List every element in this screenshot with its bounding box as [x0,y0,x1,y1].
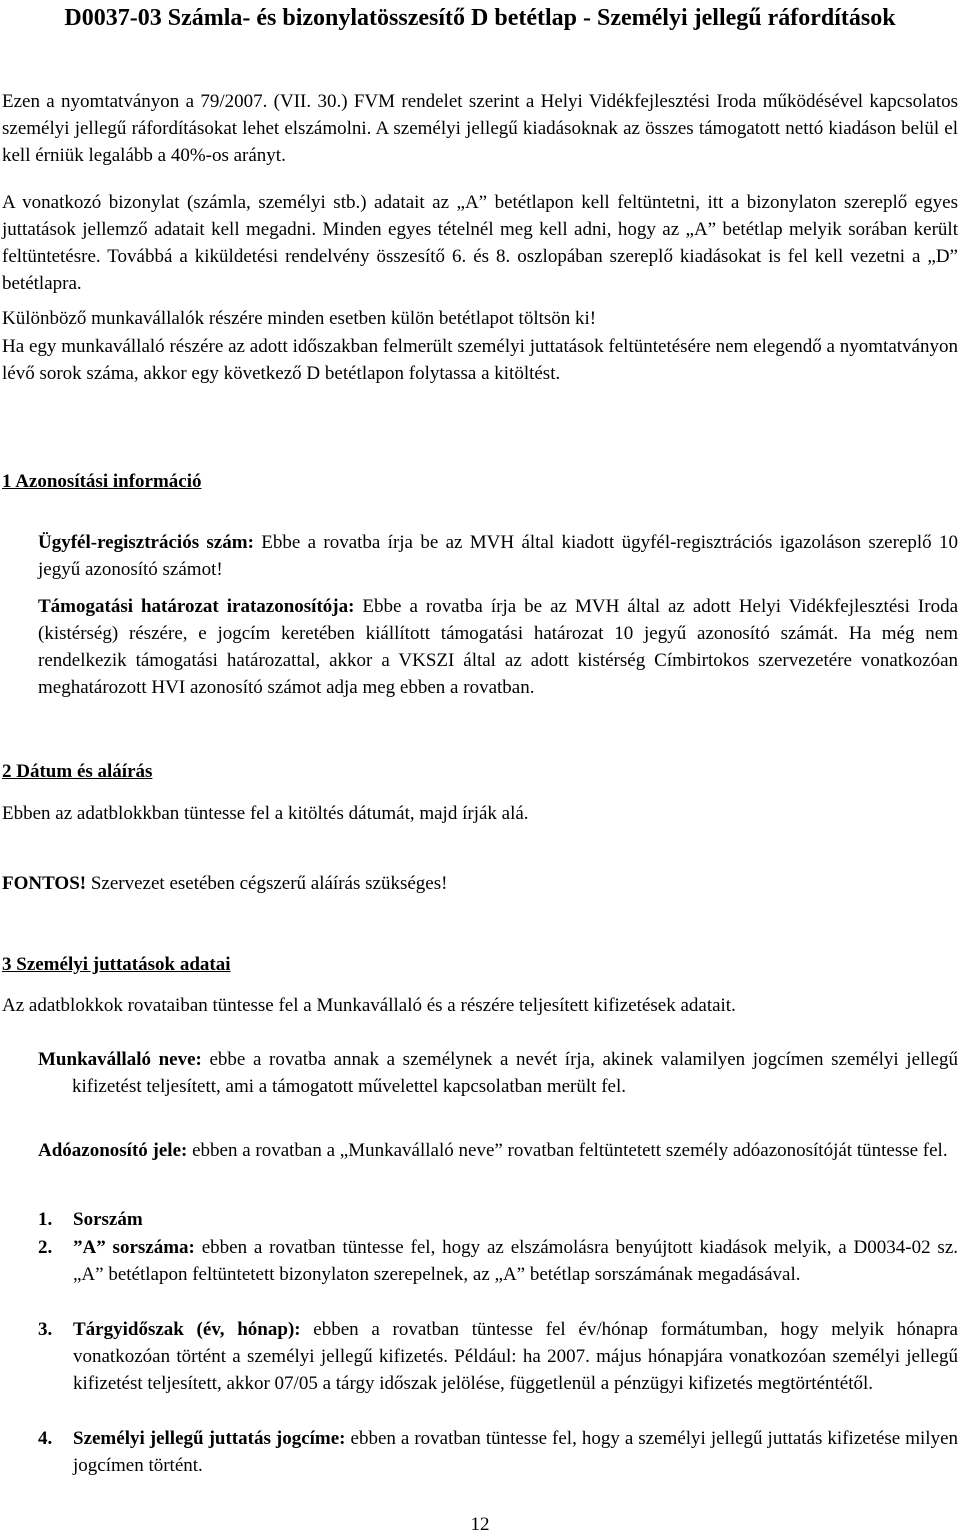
intro-paragraph-4: Ha egy munkavállaló részére az adott időszakban felmerült személyi juttatások feltüntetésére nem elegendő a nyomtatványon lévő sorok száma, akkor egy következő D betétlapon folytassa a kitöltést. [2,336,958,384]
list-item [38,1206,958,1233]
tax-id-term: Adóazonosító jele: [38,1140,188,1161]
intro-paragraph-2: A vonatkozó bizonylat (számla, személyi stb.) adatait az „A” betétlapon kell feltüntetni, itt a bizonylaton szereplő egyes juttatások jellemző adatait kell megadni. Minden egyes tételnél meg kell adni, hogy az „A” betétlap melyik sorában került feltüntetésre. Továbbá a kiküldetési rendelvény összesítő 6. és 8. oszlopában szereplő kiadásokat is fel kell vezetni a „D” betétlapra. [2,192,958,294]
grant-decision-text: Ebbe a rovatba írja be az MVH által az adott Helyi Vidékfejlesztési Iroda (kistérség) részére, e jogcím keretében kiállított támogatási határozat 10 jegyű azonosító számát. Ha még nem rendelkezik támogatási határozattal, akkor a VKSZI által az adott kistérség Címbirtokos szervezetére vonatkozóan meghatározott HVI azonosító számot adja meg ebben a rovatban. [38,596,959,698]
list-item-number: 4. [38,1428,53,1449]
fontos-text: Szervezet esetében cégszerű aláírás szükséges! [86,873,448,894]
intro-paragraph-1: Ezen a nyomtatványon a 79/2007. (VII. 30.) FVM rendelet szerint a Helyi Vidékfejlesztési Iroda működésével kapcsolatos személyi jellegű ráfordításokat lehet elszámolni. A személyi jellegű kiadásoknak az összes támogatott nettó kiadáson belül el kell érniük legalább a 40%-os arányt. [2,91,958,166]
section-2-text: Ebben az adatblokkban tüntesse fel a kitöltés dátumát, majd írják alá. [2,803,529,824]
client-registration-term: Ügyfél-regisztrációs szám: [38,532,254,553]
section-3-intro: Az adatblokkok rovataiban tüntesse fel a Munkavállaló és a részére teljesített kifizetések adatait. [2,995,736,1016]
list-item [38,1316,958,1397]
client-registration-text: Ebbe a rovatba írja be az MVH által kiadott ügyfél-regisztrációs igazoláson szereplő 10 jegyű azonosító számot! [38,532,958,580]
grant-decision-definition [20,593,958,701]
list-item [38,1425,958,1479]
grant-decision-term: Támogatási határozat iratazonosítója: [38,596,355,617]
tax-id-definition [2,1137,958,1164]
list-item-term: Sorszám [73,1209,143,1230]
section-3-heading [2,951,231,978]
client-registration-definition [20,529,958,583]
list-item-number: 3. [38,1319,53,1340]
list-item-number: 1. [38,1209,53,1230]
list-item-text: ebben a rovatban tüntesse fel, hogy az elszámolásra benyújtott kiadások melyik, a D0034-02 sz. „A” betétlapon feltüntetett bizonylaton szerepelnek, az „A” betétlap sorszámának megadásával. [73,1237,959,1285]
list-item [38,1234,958,1288]
list-item-text: ebben a rovatban tüntesse fel, hogy a személyi jellegű juttatás kifizetése milyen jogcímen történt. [73,1428,958,1476]
employee-name-term: Munkavállaló neve: [38,1049,202,1070]
tax-id-text: ebben a rovatban a „Munkavállaló neve” rovatban feltüntetett személy adóazonosítóját tüntesse fel. [187,1140,948,1161]
section-2-heading [2,758,152,785]
section-2-heading-text: 2 Dátum és aláírás [2,761,153,782]
list-item-term: Személyi jellegű juttatás jogcíme: [73,1428,346,1449]
fontos-note [2,870,958,897]
list-item-term: Tárgyidőszak (év, hónap): [73,1319,301,1340]
fontos-label: FONTOS! [2,873,87,894]
list-item-number: 2. [38,1237,53,1258]
list-item-term: ”A” sorszáma: [73,1237,195,1258]
list-item-text: ebben a rovatban tüntesse fel év/hónap formátumban, hogy melyik hónapra vonatkozóan történt a személyi jellegű kifizetés. Például: ha 2007. május hónapjára vonatkozóan személyi jellegű kifizetést teljesített, akkor 07/05 a tárgy időszak jelölése, függetlenül a pénzügyi kifizetés megtörténtétől. [73,1319,958,1394]
employee-name-text: ebbe a rovatba annak a személynek a nevét írja, akinek valamilyen jogcímen személyi jellegű kifizetést teljesített, ami a támogatott művelettel kapcsolatban merült fel. [72,1049,958,1097]
page-title: D0037-03 Számla- és bizonylatösszesítő D betétlap - Személyi jellegű ráfordítások [64,5,896,31]
section-1-heading [2,468,202,495]
employee-name-definition [2,1046,958,1100]
intro-paragraph-3: Különböző munkavállalók részére minden esetben külön betétlapot töltsön ki! [2,308,597,329]
section-3-heading-text: 3 Személyi juttatások adatai [2,954,231,975]
section-1-heading-text: 1 Azonosítási információ [2,471,202,492]
page-number: 12 [470,1514,490,1535]
